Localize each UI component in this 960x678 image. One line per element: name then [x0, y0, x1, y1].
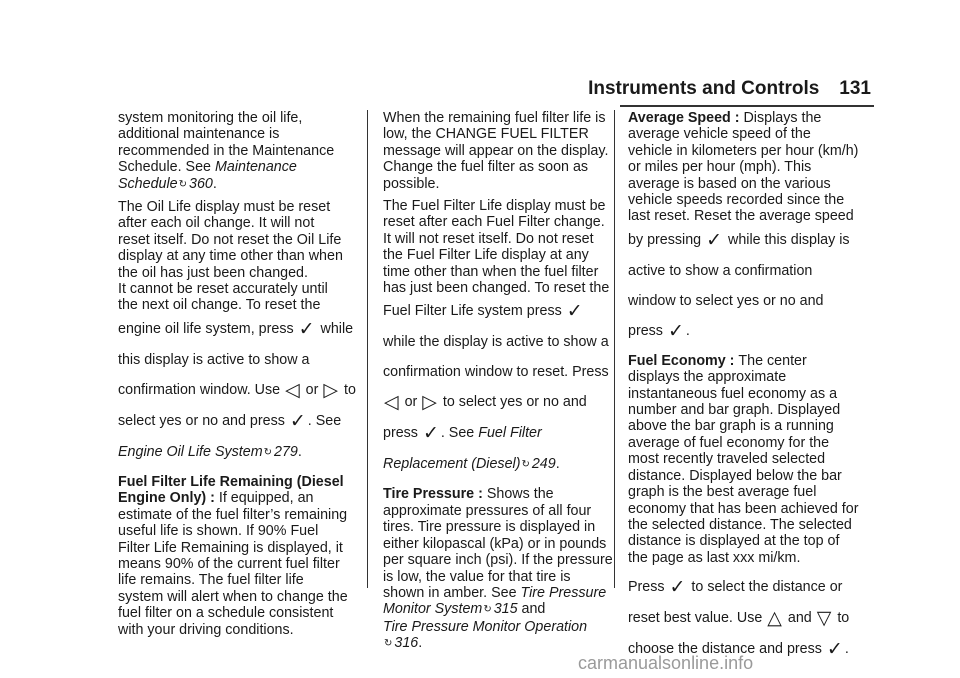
text-fragment: and: [517, 601, 546, 618]
text-line: possible.: [383, 175, 440, 192]
text-fragment: .: [212, 175, 217, 192]
text-fragment: while this display is: [724, 231, 850, 248]
engine-oil-life-system-link[interactable]: Engine Oil Life System: [118, 443, 263, 460]
text-line: display at any time other than when: [118, 248, 343, 265]
text-fragment: Schedule. See: [118, 159, 215, 176]
text-line: [383, 296, 621, 327]
maintenance-schedule-link[interactable]: Schedule: [118, 175, 178, 192]
text-line: vehicle speeds recorded since the: [628, 192, 845, 209]
select-checkmark-icon: ✓: [826, 639, 843, 661]
average-speed-paragraph: [628, 110, 866, 347]
text-line: average vehicle speed of the: [628, 126, 811, 143]
text-line: active to show a confirmation: [628, 262, 813, 279]
text-fragment: Fuel Filter Life system press: [383, 303, 566, 320]
text-fragment: .: [555, 456, 560, 473]
text-line: [118, 375, 356, 406]
page-reference[interactable]: 249: [531, 456, 556, 473]
text-line: while the display is active to show a: [383, 334, 609, 351]
page-reference[interactable]: 279: [274, 443, 298, 460]
text-line: vehicle in kilometers per hour (km/h): [628, 142, 859, 159]
text-fragment: shown in amber. See: [383, 584, 521, 601]
page-reference-icon: ↻: [483, 604, 492, 616]
text-line: When the remaining fuel filter life is: [383, 110, 606, 126]
fuel-filter-replacement-link[interactable]: Replacement (Diesel): [383, 456, 521, 473]
page-reference-icon: ↻: [263, 446, 273, 458]
text-line: or miles per hour (mph). This: [628, 159, 812, 176]
text-line: [628, 225, 866, 256]
text-line: It cannot be reset accurately until: [118, 281, 328, 298]
page-reference-icon: ↻: [521, 459, 530, 471]
change-fuel-filter-paragraph: [383, 110, 621, 192]
text-line: useful life is shown. If 90% Fuel: [118, 523, 319, 540]
text-line: The Oil Life display must be reset: [118, 199, 331, 216]
fuel-filter-life-paragraph: [118, 474, 356, 638]
text-line: is low, the value for that tire is: [383, 568, 571, 585]
text-fragment: The center: [738, 352, 807, 369]
text-line: graph is the best average fuel: [628, 484, 817, 501]
text-line: tires. Tire pressure is displayed in: [383, 519, 596, 536]
text-line: [383, 601, 621, 618]
text-line: this display is active to show a: [118, 351, 310, 368]
text-fragment: or: [400, 394, 422, 411]
watermark: carmanualsonline.info: [578, 653, 754, 673]
text-line: the page as last xxx mi/km.: [628, 549, 801, 566]
column-3: [628, 110, 866, 671]
text-line: above the bar graph is a running: [628, 418, 834, 435]
text-line: system will alert when to change the: [118, 588, 348, 605]
text-line: instantaneous fuel economy as a: [628, 385, 838, 402]
fuel-filter-reset-paragraph: [383, 198, 621, 480]
text-fragment: to: [833, 610, 850, 627]
text-fragment: press: [383, 425, 422, 442]
distance-select-paragraph: [628, 572, 866, 665]
text-line: The Fuel Filter Life display must be: [383, 198, 606, 215]
text-line: the Fuel Filter Life display at any: [383, 247, 589, 264]
text-line: after each oil change. It will not: [118, 215, 315, 232]
text-line: fuel filter on a schedule consistent: [118, 605, 334, 622]
text-line: [628, 603, 866, 634]
header-rule: [620, 105, 874, 107]
page-reference[interactable]: 316: [394, 635, 419, 652]
text-fragment: .: [297, 443, 302, 460]
text-line: confirmation window to reset. Press: [383, 364, 609, 381]
up-arrow-icon: △: [767, 608, 782, 630]
fuel-filter-replacement-link[interactable]: Fuel Filter: [478, 425, 542, 442]
average-speed-heading: Average Speed :: [628, 110, 744, 126]
text-line: It will not reset itself. Do not reset: [383, 230, 594, 247]
text-line: [118, 490, 356, 506]
page-reference[interactable]: 315: [493, 601, 518, 618]
text-line: [118, 406, 356, 437]
text-line: reset after each Fuel Filter change.: [383, 214, 605, 231]
fuel-filter-life-heading: Fuel Filter Life Remaining (Diesel: [118, 473, 344, 490]
text-fragment: Press: [628, 579, 669, 596]
left-arrow-icon: ◁: [285, 379, 300, 401]
text-line: additional maintenance is: [118, 126, 280, 143]
text-line: [628, 572, 866, 603]
fuel-economy-heading: Fuel Economy :: [628, 352, 739, 369]
right-arrow-icon: ▷: [323, 379, 338, 401]
text-line: estimate of the fuel filter’s remaining: [118, 506, 348, 523]
text-line: time other than when the fuel filter: [383, 263, 599, 280]
text-line: [118, 314, 356, 345]
page-number: 131: [839, 78, 871, 99]
select-checkmark-icon: ✓: [566, 301, 583, 323]
text-line: [383, 585, 621, 601]
text-line: window to select yes or no and: [628, 292, 824, 309]
text-fragment: select yes or no and press: [118, 412, 289, 429]
page-reference-icon: ↻: [384, 638, 393, 650]
text-fragment: choose the distance and press: [628, 641, 826, 658]
text-fragment: If equipped, an: [218, 490, 314, 507]
page-header: [588, 78, 871, 100]
tire-pressure-heading: Tire Pressure :: [383, 486, 487, 503]
text-fragment: and: [783, 610, 816, 627]
column-divider-1: [367, 110, 368, 588]
text-line: recommended in the Maintenance: [118, 142, 335, 159]
text-fragment: .: [844, 641, 849, 658]
select-checkmark-icon: ✓: [298, 318, 315, 340]
text-line: Filter Life Remaining is displayed, it: [118, 539, 343, 556]
right-arrow-icon: ▷: [422, 392, 437, 414]
text-line: with your driving conditions.: [118, 621, 294, 638]
text-line: system monitoring the oil life,: [118, 110, 303, 126]
text-line: [628, 316, 866, 347]
text-line: [118, 176, 356, 193]
text-line: most recently traveled selected: [628, 451, 826, 468]
text-line: [383, 449, 621, 480]
oil-life-paragraph-continued: [118, 110, 356, 193]
down-arrow-icon: ▽: [816, 608, 832, 630]
text-line: average is based on the various: [628, 175, 831, 192]
text-line: [628, 353, 866, 369]
text-line: [383, 387, 621, 418]
text-fragment: reset best value. Use: [628, 610, 767, 627]
text-line: message will appear on the display.: [383, 142, 609, 159]
tire-pressure-paragraph: [383, 486, 621, 652]
text-fragment: .: [685, 322, 690, 339]
text-line: [383, 486, 621, 502]
text-line: Change the fuel filter as soon as: [383, 159, 589, 176]
text-fragment: . See: [307, 412, 342, 429]
text-line: means 90% of the current fuel filter: [118, 555, 340, 572]
select-checkmark-icon: ✓: [422, 423, 439, 445]
tire-pressure-monitor-operation-link[interactable]: Tire Pressure Monitor Operation: [383, 618, 588, 635]
text-line: displays the approximate: [628, 369, 787, 386]
text-line: has just been changed. To reset the: [383, 280, 610, 297]
text-fragment: .: [418, 635, 423, 652]
tire-pressure-monitor-system-link[interactable]: Monitor System: [383, 601, 483, 618]
text-line: the selected distance. The selected: [628, 516, 852, 533]
text-fragment: to select the distance or: [687, 579, 843, 596]
fuel-filter-life-heading: Engine Only) :: [118, 490, 219, 507]
select-checkmark-icon: ✓: [706, 229, 723, 251]
text-line: [383, 418, 621, 449]
text-line: distance. Displayed below the bar: [628, 467, 842, 484]
select-checkmark-icon: ✓: [667, 320, 684, 342]
text-line: number and bar graph. Displayed: [628, 402, 841, 419]
page-reference[interactable]: 360: [189, 175, 213, 192]
text-line: distance is displayed at the top of: [628, 533, 840, 550]
text-line: approximate pressures of all four: [383, 502, 592, 519]
text-fragment: while: [316, 320, 354, 337]
text-fragment: Shows the: [486, 486, 554, 503]
oil-life-reset-paragraph: [118, 199, 356, 468]
text-fragment: to: [340, 381, 356, 398]
text-line: per square inch (psi). If the pressure: [383, 552, 613, 569]
text-fragment: press: [628, 322, 667, 339]
text-line: life remains. The fuel filter life: [118, 572, 304, 589]
column-1: [118, 110, 356, 644]
select-checkmark-icon: ✓: [289, 410, 306, 432]
text-line: [383, 635, 621, 652]
text-line: either kilopascal (kPa) or in pounds: [383, 535, 607, 552]
text-line: the oil has just been changed.: [118, 264, 308, 281]
text-fragment: to select yes or no and: [438, 394, 587, 411]
text-fragment: or: [301, 381, 323, 398]
text-fragment: engine oil life system, press: [118, 320, 298, 337]
select-checkmark-icon: ✓: [669, 577, 686, 599]
text-line: the next oil change. To reset the: [118, 297, 321, 314]
text-line: reset itself. Do not reset the Oil Life: [118, 231, 342, 248]
column-2: [383, 110, 621, 659]
text-line: [628, 110, 866, 126]
maintenance-schedule-link[interactable]: Maintenance: [214, 159, 297, 176]
text-fragment: Displays the: [743, 110, 822, 126]
page-reference-icon: ↻: [178, 178, 188, 190]
text-fragment: by pressing: [628, 231, 706, 248]
text-line: [118, 437, 356, 468]
text-line: [118, 159, 356, 175]
tire-pressure-monitor-system-link[interactable]: Tire Pressure: [520, 584, 607, 601]
text-line: low, the CHANGE FUEL FILTER: [383, 126, 589, 143]
text-line: economy that has been achieved for: [628, 500, 859, 517]
fuel-economy-paragraph: [628, 353, 866, 566]
section-title: Instruments and Controls: [588, 78, 820, 99]
text-fragment: . See: [440, 425, 479, 442]
text-line: last reset. Reset the average speed: [628, 208, 854, 225]
text-fragment: confirmation window. Use: [118, 381, 285, 398]
left-arrow-icon: ◁: [384, 392, 399, 414]
text-line: average of fuel economy for the: [628, 434, 830, 451]
